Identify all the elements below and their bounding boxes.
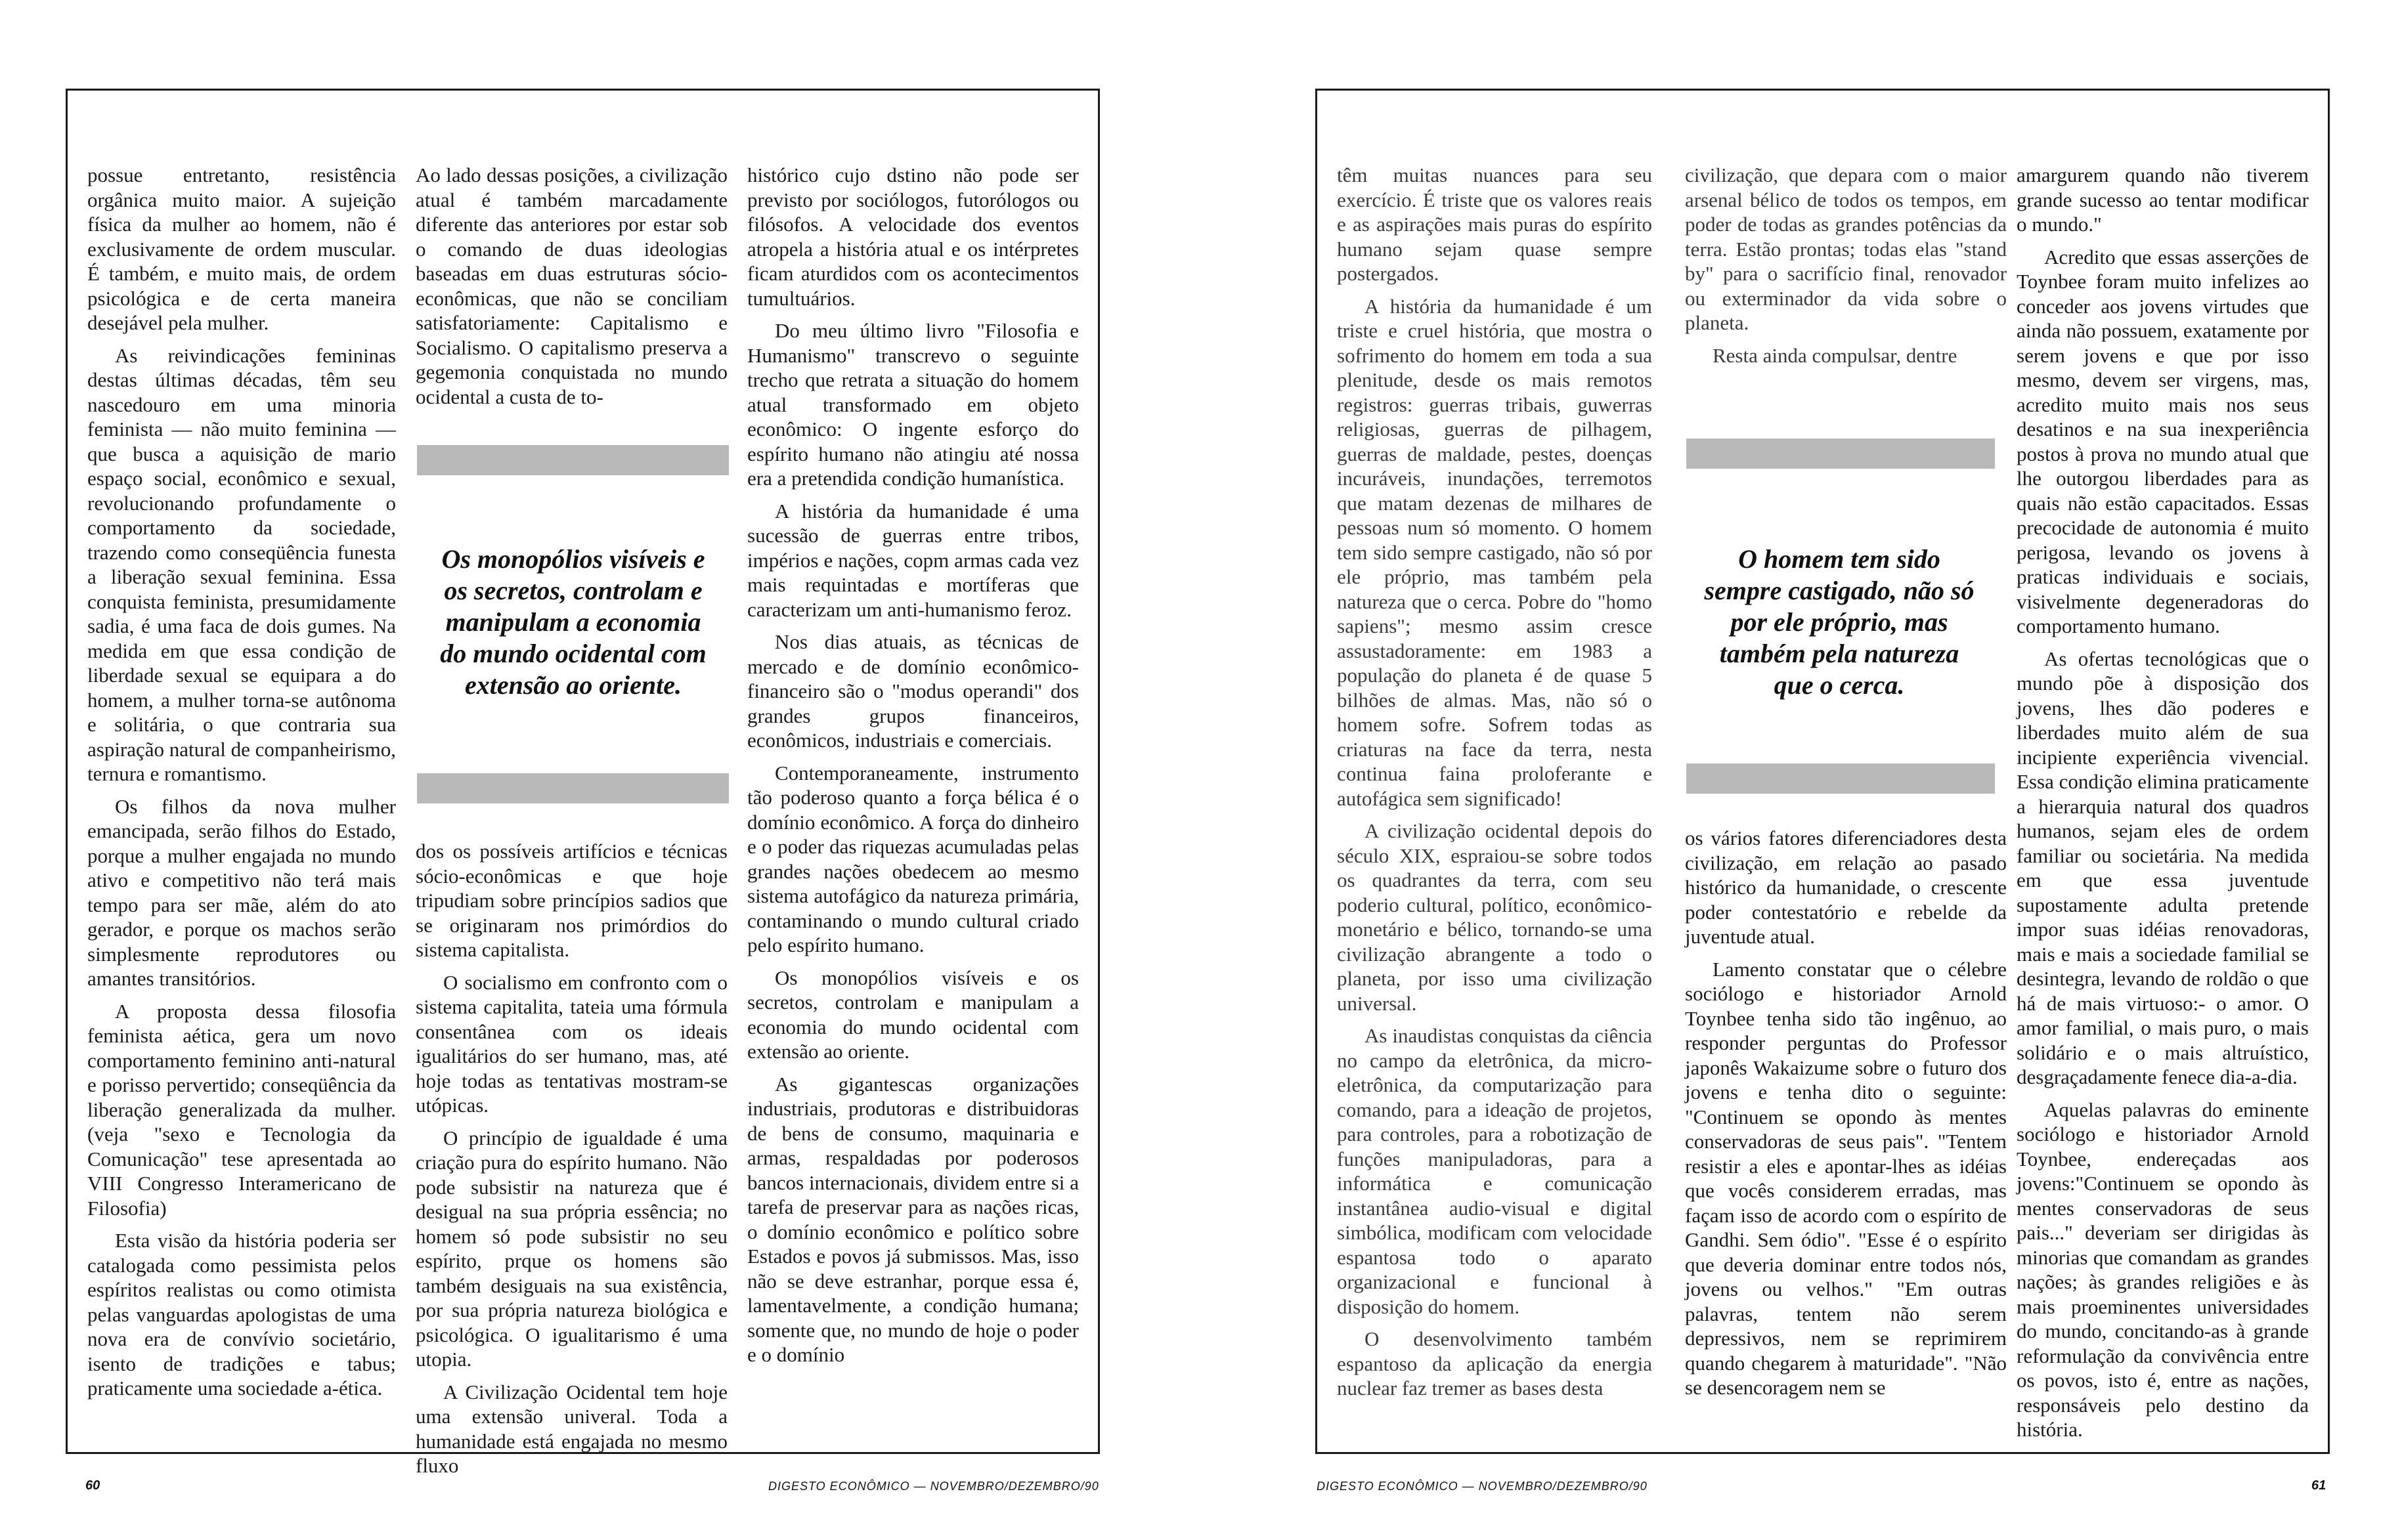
right-page-frame bbox=[1315, 89, 2330, 1454]
right-column-2-bottom bbox=[1685, 826, 2007, 1426]
paragraph: Lamento constatar que o célebre sociólogo e historiador Arnold Toynbee tenha sido tão ingênuo, ao responder perguntas do Professor japonês Wakaizume sobre o futuro dos jovens e tenha dito o seguinte: "Continuem se opondo às mentes conservadoras de seus pais". "Tentem resistir a eles e apontar-lhes as idéias que vocês considerem erradas, mas façam isso de acordo com o espírito de Gandhi. Sem ódio". "Esse é o espírito que deveria dominar entre todos nós, jovens ou velhos." "Em outras palavras, tentem não serem depressivos, nem se reprimirem quando chegarem à maturidade". "Não se desencoragem nem se bbox=[1685, 957, 2007, 1399]
right-page-footer: DIGESTO ECONÔMICO — NOVEMBRO/DEZEMBRO/90 bbox=[1317, 1480, 1648, 1493]
paragraph: Os monopólios visíveis e os secretos, controlam e manipulam a economia do mundo ocidental com extensão ao oriente. bbox=[747, 966, 1079, 1063]
left-page-footer: DIGESTO ECONÔMICO — NOVEMBRO/DEZEMBRO/90 bbox=[768, 1480, 1099, 1493]
paragraph: possue entretanto, resistência orgânica muito maior. A sujeição física da mulher ao homem, não é exclusivamente de ordem muscular. É também, e muito mais, de ordem psicológica e de certa maneira desejável pela mulher. bbox=[87, 163, 396, 334]
paragraph: As reivindicações femininas destas últimas décadas, têm seu nascedouro em uma minoria feminista — não muito feminina — que busca a aquisição de mario espaço social, econômico e sexual, revolucionando profundamente o comportamento da sociedade, trazendo como conseqüência funesta a liberação sexual feminina. Essa conquista feminista, presumidamente sadia, é uma faca de dois gumes. Na medida em que essa condição de liberdade sexual se equipara a do homem, a mulher torna-se autônoma e solitária, o que contraria sua aspiração natural de companheirismo, ternura e romantismo. bbox=[87, 343, 396, 785]
paragraph: O princípio de igualdade é uma criação pura do espírito humano. Não pode subsistir na natureza que é desigual na sua própria essência; no homem só pode subsistir no seu espírito, prque os homens são também desiguais na sua existência, por sua própria natureza biológica e psicológica. O igualitarismo é uma utopia. bbox=[416, 1126, 728, 1371]
paragraph: A proposta dessa filosofia feminista aética, gera um novo comportamento feminino anti-natural e porisso pervertido; conseqüência da liberação generalizada da mulher. (veja "sexo e Tecnologia da Comunicação" tese apresentada ao VIII Congresso Interamericano de Filosofia) bbox=[87, 999, 396, 1220]
paragraph: As gigantescas organizações industriais, produtoras e distribuidoras de bens de consumo, maquinaria e armas, respaldadas por poderosos bancos internacionais, dividem entre si a tarefa de preservar para as nações ricas, o domínio econômico e político sobre Estados e povos já submissos. Mas, isso não se deve estranhar, porque essa é, lamentavelmente, a condição humana; somente que, no mundo de hoje o poder e o domínio bbox=[747, 1072, 1079, 1366]
pullquote-top-rule bbox=[1686, 438, 1995, 469]
paragraph: amargurem quando não tiverem grande sucesso ao tentar modificar o mundo." bbox=[2017, 163, 2309, 236]
paragraph: Nos dias atuais, as técnicas de mercado e de domínio econômico-financeiro são o "modus operandi" dos grandes grupos financeiros, econômicos, industriais e comerciais. bbox=[747, 630, 1079, 752]
left-column-2-bottom bbox=[416, 839, 728, 1477]
paragraph: dos os possíveis artifícios e técnicas sócio-econômicas e que hoje tripudiam sobre princípios sadios que se originaram nos primórdios do sistema capitalista. bbox=[416, 840, 728, 961]
paragraph: Esta visão da história poderia ser catalogada como pessimista pelos espíritos realistas ou como otimista pelas vanguardas apologistas de uma nova era de convívio societário, isento de tradições e tabus; praticamente uma sociedade a-ética. bbox=[87, 1229, 396, 1400]
left-column-2-top bbox=[416, 163, 728, 438]
paragraph: civilização, que depara com o maior arsenal bélico de todos os tempos, em poder de todas as grandes potências da terra. Estão prontas; todas elas "stand by" para o sacrifício final, renovador ou exterminador da vida sobre o planeta. bbox=[1685, 163, 2007, 334]
paragraph: A civilização ocidental depois do século XIX, espraiou-se sobre todos os quadrantes da terra, com seu poderio cultural, político, econômico-monetário e bélico, tornando-se uma civilização abrangente a todo o planeta, por isso uma civilização universal. bbox=[1337, 819, 1652, 1015]
paragraph: Do meu último livro "Filosofia e Humanismo" transcrevo o seguinte trecho que retrata a situação do homem atual transformado em objeto econômico: O ingente esforço do espírito humano não atingiu até nossa era a pretendida condição humanística. bbox=[747, 319, 1079, 490]
paragraph: As inaudistas conquistas da ciência no campo da eletrônica, da micro-eletrônica, da computarização para comando, para a ideação de projetos, para controles, para a robotização de funções manipuladoras, para a informática e comunicação instantânea audio-visual e digital simbólica, modificam com velocidade espantosa todo o aparato organizacional e funcional à disposição do homem. bbox=[1337, 1024, 1652, 1318]
paragraph: histórico cujo dstino não pode ser previsto por sociólogos, futorólogos ou filósofos. A velocidade dos eventos atropela a história atual e os intérpretes ficam aturdidos com os acontecimentos tumultuários. bbox=[747, 163, 1079, 310]
pullquote: Os monopólios visíveis e os secretos, controlam e manipulam a economia do mundo ocidental com extensão ao oriente. bbox=[440, 544, 707, 700]
paragraph: As ofertas tecnológicas que o mundo põe à disposição dos jovens, lhes dão poderes e liberdades muito além de sua incipiente experiência vivencial. Essa condição elimina praticamente a hierarquia natural dos quadros humanos, sejam eles de ordem familiar ou societária. Na medida em que essa juventude supostamente adulta pretende impor suas idéias renovadoras, mais e mais a sociedade familial se desintegra, levando de roldão o que há de mais virtuoso:- o amor. O amor familial, o mais puro, o mais solidário e o mais altruístico, desgraçadamente fenece dia-a-dia. bbox=[2017, 647, 2309, 1088]
paragraph: A história da humanidade é um triste e cruel história, que mostra o sofrimento do homem em toda a sua plenitude, desde os mais remotos registros: guerras tribais, guwerras religiosas, guerras de pilhagem, guerras de maldade, pestes, doenças incuráveis, inundações, terremotos que matam dezenas de milhares de pessoas num só momento. O homem tem sido sempre castigado, não só por ele próprio, mas também pela natureza que o cerca. Pobre do "homo sapiens"; mesmo assim cresce assustadoramente: em 1983 a população do planeta é de quase 5 bilhões de almas. Mas, não só o homem sofre. Sofrem todas as criaturas na face da terra, nesta continua faina proloferante e autofágica sem significado! bbox=[1337, 294, 1652, 810]
pullquote-bottom-rule bbox=[1686, 763, 1995, 794]
paragraph: O socialismo em confronto com o sistema capitalita, tateia uma fórmula consentânea com os ideais igualitários do ser humano, mas, até hoje todas as tentativas mostram-se utópicas. bbox=[416, 970, 728, 1117]
paragraph: têm muitas nuances para seu exercício. É triste que os valores reais e as aspirações mais puras do espírito humano sejam quase sempre postergados. bbox=[1337, 163, 1652, 285]
right-column-1 bbox=[1337, 163, 1652, 1426]
right-page-number: 61 bbox=[2311, 1478, 2326, 1493]
left-page-number: 60 bbox=[85, 1478, 100, 1493]
paragraph: Acredito que essas asserções de Toynbee foram muito infelizes ao conceder aos jovens virtudes que ainda não possuem, exatamente por serem jovens e que por isso mesmo, devem ser virgens, mas, acredito muito mais nos seus desatinos e na sua inexperiência postos à prova no mundo atual que lhe outorgou liberdades para as quais não estão capacitados. Essas precocidade de autonomia é muito perigosa, levando os jovens à praticas individuais e sociais, visivelmente degeneradoras do comportamento humano. bbox=[2017, 245, 2309, 637]
paragraph: Os filhos da nova mulher emancipada, serão filhos do Estado, porque a mulher engajada no mundo ativo e competitivo não terá mais tempo para ser mãe, além do ato gerador, e porque os machos serão simplesmente reprodutores ou amantes transitórios. bbox=[87, 794, 396, 990]
right-column-3 bbox=[2017, 163, 2309, 1441]
paragraph: os vários fatores diferenciadores desta civilização, em relação ao pasado histórico da humanidade, o crescente poder contestatório e rebelde da juventude atual. bbox=[1685, 826, 2007, 948]
right-column-2-top bbox=[1685, 163, 2007, 438]
paragraph: A história da humanidade é uma sucessão de guerras entre tribos, impérios e nações, copm armas cada vez mais requintadas e mortíferas que caracterizam um anti-humanismo feroz. bbox=[747, 499, 1079, 621]
paragraph: Ao lado dessas posições, a civilização atual é também marcadamente diferente das anteriores por estar sob o comando de duas ideologias baseadas em duas estruturas sócio-econômicas, que não se conciliam satisfatoriamente: Capitalismo e Socialismo. O capitalismo preserva a gegemonia conquistada no mundo ocidental a custa de to- bbox=[416, 163, 728, 408]
left-page-frame bbox=[66, 89, 1100, 1477]
paragraph: O desenvolvimento também espantoso da aplicação da energia nuclear faz tremer as bases desta bbox=[1337, 1327, 1652, 1400]
paragraph: Resta ainda compulsar, dentre bbox=[1713, 343, 1957, 367]
pullquote: O homem tem sido sempre castigado, não só por ele próprio, mas também pela natureza que o cerca. bbox=[1704, 544, 1975, 700]
pullquote-top-rule bbox=[417, 445, 729, 475]
paragraph: A Civilização Ocidental tem hoje uma extensão univeral. Toda a humanidade está engajada no mesmo fluxo bbox=[416, 1380, 728, 1477]
left-column-3 bbox=[747, 163, 1079, 1426]
pullquote-bottom-rule bbox=[417, 773, 729, 803]
paragraph: Aquelas palavras do eminente sociólogo e historiador Arnold Toynbee, endereçadas aos jovens:"Continuem se opondo às mentes conservadoras de seus pais..." deveriam ser dirigidas às minorias que comandam as grandes nações; às grandes religiões e às mais proeminentes universidades do mundo, concitando-as à grande reformulação da convivência entre os povos, isto é, entre as nações, responsáveis pelo destino da história. bbox=[2017, 1098, 2309, 1441]
paragraph: Contemporaneamente, instrumento tão poderoso quanto a força bélica é o domínio econômico. A força do dinheiro e o poder das riquezas acumuladas pelas grandes nações obedecem ao mesmo sistema autofágico da natureza primária, contaminando o mundo cultural criado pelo espírito humano. bbox=[747, 761, 1079, 956]
left-column-1 bbox=[87, 163, 396, 1426]
